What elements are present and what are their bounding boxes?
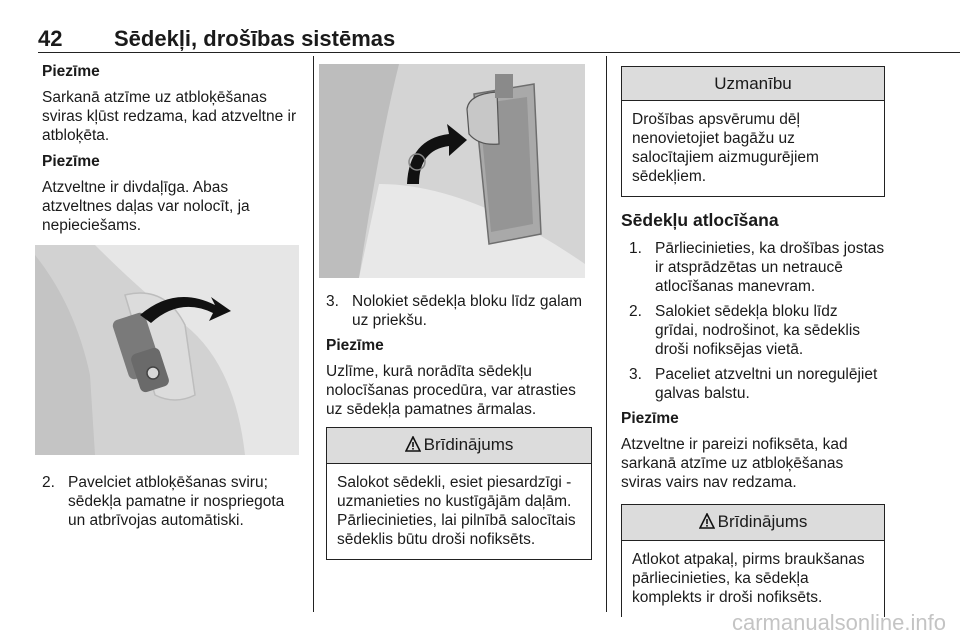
step-3: 3. Paceliet atzveltni un noregulējiet galvas balstu. (629, 366, 878, 402)
warning-triangle-icon (699, 513, 715, 533)
note-text: Uzlīme, kurā norādīta sēdekļu nolocīšanas procedūra, var atrasties uz sēdekļa pamatnes ārmalas. (326, 363, 576, 418)
column-3 (621, 62, 885, 617)
column-divider (313, 56, 314, 612)
caution-box (621, 66, 885, 197)
page-number: 42 (38, 26, 63, 51)
warning-header (327, 428, 591, 464)
warning-text: Atlokot atpakaļ, pirms braukšanas pārliecinieties, ka sēdekļa komplekts ir droši nofiksēts. (632, 551, 865, 606)
warning-box (326, 427, 592, 560)
warning-text: Salokot sēdekli, esiet piesardzīgi - uzmanieties no kustīgājām daļām. Pārliecinieties, lai pilnībā salocītais sēdeklis būtu droši nofiksēts. (337, 474, 576, 548)
note-label: Piezīme (42, 63, 100, 80)
column-2 (326, 62, 592, 560)
note-label: Piezīme (621, 410, 679, 427)
note-text: Atzveltne ir pareizi nofiksēta, kad sarkanā atzīme uz atbloķēšanas sviras vairs nav redzama. (621, 436, 848, 491)
warning-title: Brīdinājums (423, 435, 514, 454)
note-text: Atzveltne ir divdaļīga. Abas atzveltnes daļas var nolocīt, ja nepieciešams. (42, 179, 250, 234)
warning-header (622, 505, 884, 541)
note-label: Piezīme (326, 337, 384, 354)
step-3: 3. Nolokiet sēdekļa bloku līdz galam uz priekšu. (326, 293, 583, 329)
seat-folding-illustration (319, 64, 585, 278)
note-label: Piezīme (42, 153, 100, 170)
warning-triangle-icon (405, 436, 421, 456)
watermark: carmanualsonline.info (731, 610, 946, 635)
column-divider (606, 56, 607, 612)
column-1 (42, 62, 302, 536)
page-title: Sēdekļi, drošības sistēmas (114, 26, 396, 51)
step-1: 1. Pārliecinieties, ka drošības jostas ir atsprādzētas un netraucē atlocīšanas manevram. (629, 240, 885, 295)
page-header (38, 22, 960, 53)
step-2: 2. Salokiet sēdekļa bloku līdz grīdai, nodrošinot, ka sēdeklis droši nofiksējas vietā. (629, 303, 861, 358)
section-title: Sēdekļu atlocīšana (621, 210, 779, 230)
step-2: 2. Pavelciet atbloķēšanas sviru; sēdekļa pamatne ir nospriegota un atbrīvojas automātiski. (42, 474, 285, 529)
release-lever-illustration (35, 245, 299, 455)
caution-header: Uzmanību (622, 67, 884, 101)
caution-text: Drošības apsvērumu dēļ nenovietojiet bagāžu uz salocītajiem aizmugurējiem sēdekļiem. (632, 111, 819, 185)
warning-box (621, 504, 885, 617)
note-text: Sarkanā atzīme uz atbloķēšanas sviras kļūst redzama, kad atzveltne ir atbloķēta. (42, 89, 297, 144)
warning-title: Brīdinājums (717, 512, 808, 531)
